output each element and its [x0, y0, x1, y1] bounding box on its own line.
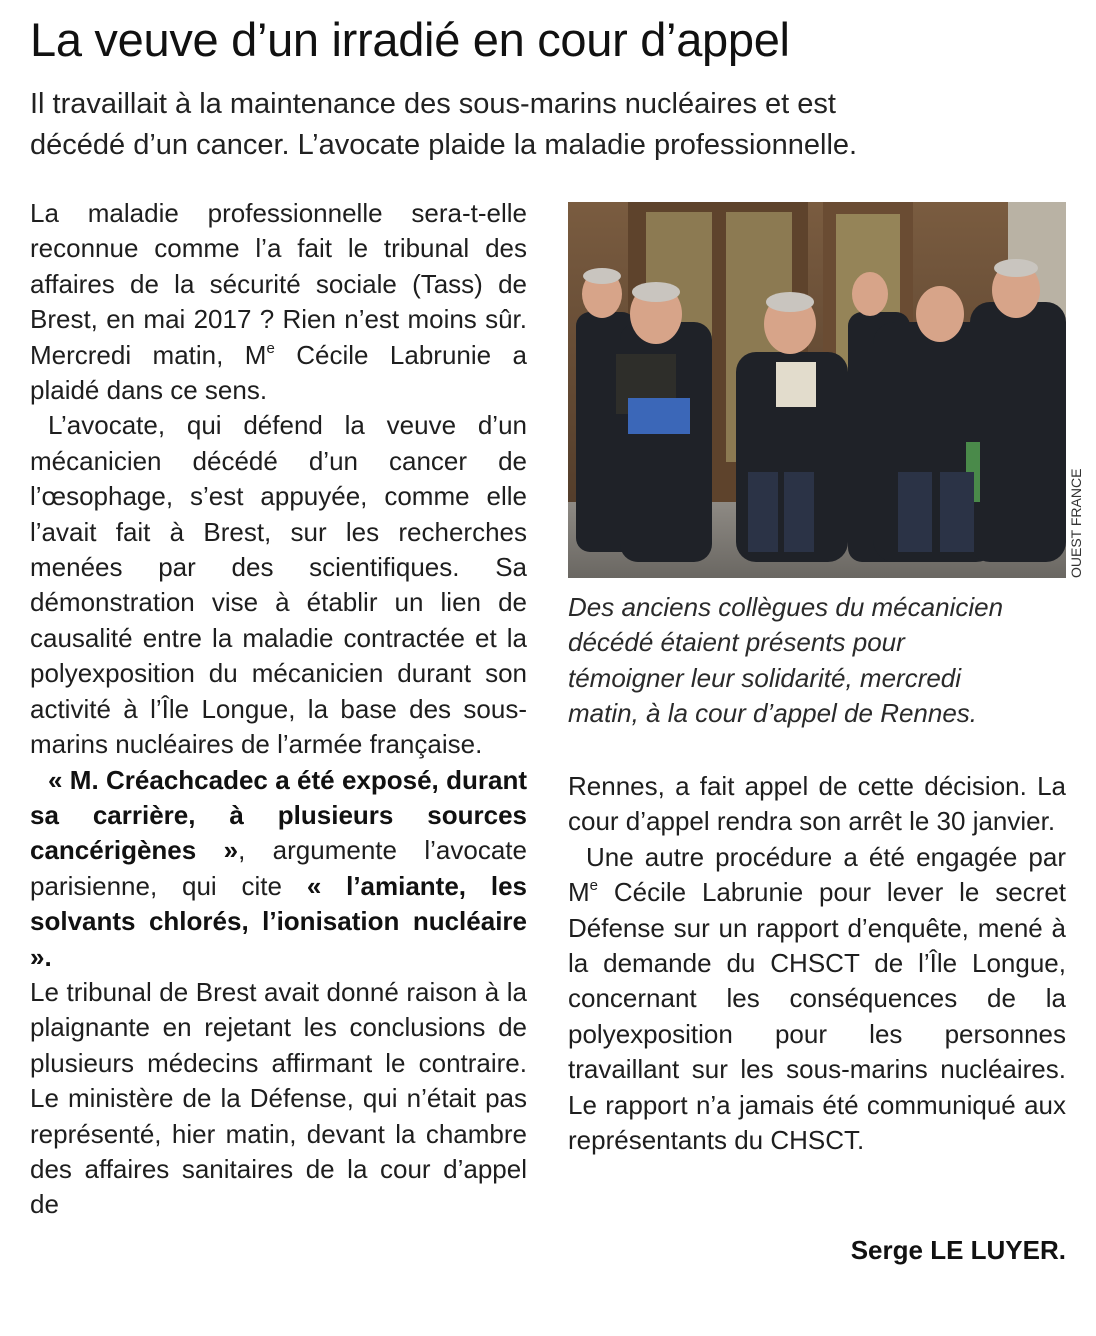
paragraph-intro: [30, 196, 527, 408]
paragraph-appeal: Rennes, a fait appel de cette décision. La cour d’appel rendra son arrêt le 30 janvier.: [568, 771, 1066, 837]
caption-line: Des anciens collègues du mécanicien: [568, 592, 1004, 622]
paragraph-lawyer: L’avocate, qui défend la veuve d’un mécanicien décédé d’un cancer de l’œsophage, s’est appuyée, comme elle l’avait fait à Brest, sur les recherches menées par des scientifiques. Sa démonstration vise à établir un lien de causalité entre la maladie contractée et la polyexposition du mécanicien durant son activité à l’Île Longue, la base des sous-marins nucléaires de l’armée française.: [30, 410, 527, 760]
paragraph-procedure: [568, 840, 1066, 1159]
paragraph-procedure-text-end: Cécile Labrunie pour lever le secret Défense sur un rapport d’enquête, mené à la demande du CHSCT de l’Île Longue, concernant les conséquences de la polyexposition pour les personnes travaillant sur les sous-marins nucléaires. Le rapport n’a jamais été communiqué aux représentants du CHSCT.: [568, 877, 1066, 1156]
photo-illustration: [568, 202, 1066, 578]
caption-line: matin, à la cour d’appel de Rennes.: [568, 698, 978, 729]
photo-colleagues: [568, 202, 1066, 578]
paragraph-quote: [30, 763, 527, 975]
standfirst: [30, 84, 1070, 166]
photo-caption: [568, 590, 1068, 732]
article-column-right: [568, 769, 1066, 1158]
quote-exposure: « M. Créachcadec a été exposé, durant sa carrière, à plusieurs sources cancérigènes »: [30, 764, 527, 866]
caption-line: décédé étaient présents pour: [568, 627, 905, 658]
headline: La veuve d’un irradié en cour d’appel: [30, 13, 790, 66]
quote-sources: « l’amiante, les solvants chlorés, l’ionisation nucléaire ».: [30, 870, 527, 972]
paragraph-intro-text: La maladie professionnelle sera-t-elle reconnue comme l’a fait le tribunal des affaires de la sécurité sociale (Tass) de Brest, en mai 2017 ? Rien n’est moins sûr. Mercredi matin, M: [30, 198, 527, 370]
paragraph-intro-text-end: Cécile Labrunie a plaidé dans ce sens.: [30, 339, 527, 406]
standfirst-line: décédé d’un cancer. L’avocate plaide la maladie professionnelle.: [30, 129, 858, 161]
caption-line: témoigner leur solidarité, mercredi: [568, 662, 962, 693]
byline: Serge LE LUYER.: [850, 1235, 1066, 1265]
superscript-e: e: [589, 877, 599, 895]
superscript-e: e: [266, 339, 275, 357]
paragraph-tribunal: Le tribunal de Brest avait donné raison à la plaignante en rejetant les conclusions de plusieurs médecins affirmant le contraire. Le ministère de la Défense, qui n’était pas représenté, hier matin, devant la chambre des affaires sanitaires de la cour d’appel de: [30, 976, 527, 1220]
article-column-left: [30, 196, 527, 1223]
paragraph-procedure-text: Une autre procédure a été engagée par M: [568, 841, 1066, 908]
standfirst-line: Il travaillait à la maintenance des sous-marins nucléaires et est: [30, 88, 836, 120]
quote-attribution: , argumente l’avocate parisienne, qui cite: [30, 835, 527, 901]
photo-credit: OUEST FRANCE: [1068, 468, 1084, 578]
